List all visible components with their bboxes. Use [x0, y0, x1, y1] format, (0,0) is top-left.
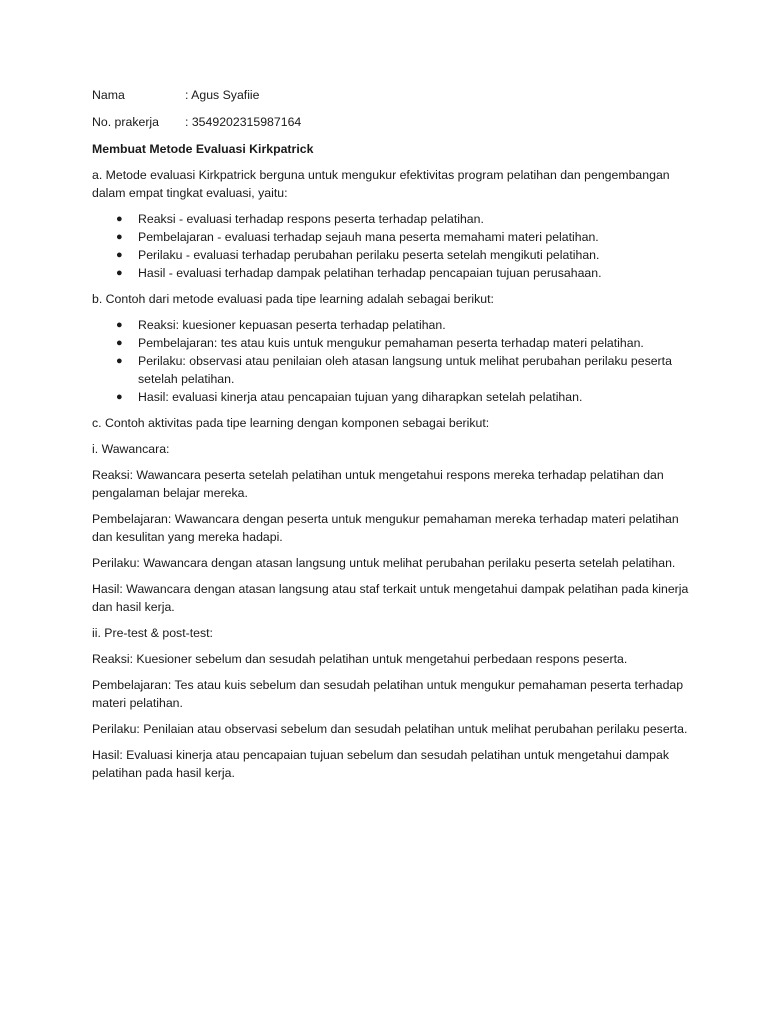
bullet-icon: ●	[116, 213, 123, 225]
wawancara-perilaku: Perilaku: Wawancara dengan atasan langsung untuk melihat perubahan perilaku peserta setelah pelatihan.	[92, 556, 676, 570]
bullet-icon: ●	[116, 319, 123, 331]
nama-label: Nama	[92, 88, 125, 102]
wawancara-heading: i. Wawancara:	[92, 442, 170, 456]
list-item-text: Pembelajaran: tes atau kuis untuk mengukur pemahaman peserta terhadap materi pelatihan.	[138, 336, 644, 350]
list-item-text: Reaksi: kuesioner kepuasan peserta terhadap pelatihan.	[138, 318, 446, 332]
pretest-hasil: Hasil: Evaluasi kinerja atau pencapaian tujuan sebelum dan sesudah pelatihan untuk mengetahui dampak pelatihan pada hasil kerja.	[92, 748, 669, 780]
wawancara-hasil: Hasil: Wawancara dengan atasan langsung atau staf terkait untuk mengetahui dampak pelatihan pada kinerja dan hasil kerja.	[92, 582, 689, 614]
section-b-list	[92, 316, 692, 406]
nama-value: : Agus Syafiie	[185, 88, 260, 102]
bullet-icon: ●	[116, 337, 123, 349]
document-title: Membuat Metode Evaluasi Kirkpatrick	[92, 142, 314, 156]
wawancara-pembelajaran: Pembelajaran: Wawancara dengan peserta untuk mengukur pemahaman mereka terhadap materi pelatihan dan kesulitan yang mereka hadapi.	[92, 512, 679, 544]
list-item	[92, 388, 692, 406]
bullet-icon: ●	[116, 355, 123, 367]
list-item	[92, 352, 692, 388]
list-item-text: Perilaku: observasi atau penilaian oleh atasan langsung untuk melihat perubahan perilaku peserta setelah pelatihan.	[138, 354, 672, 386]
section-b-intro: b. Contoh dari metode evaluasi pada tipe learning adalah sebagai berikut:	[92, 292, 494, 306]
bullet-icon: ●	[116, 231, 123, 243]
bullet-icon: ●	[116, 267, 123, 279]
info-row-prakerja	[92, 113, 692, 131]
section-a-list	[92, 210, 692, 282]
pretest-perilaku: Perilaku: Penilaian atau observasi sebelum dan sesudah pelatihan untuk melihat perubahan perilaku peserta.	[92, 722, 688, 736]
list-item	[92, 210, 692, 228]
list-item-text: Pembelajaran - evaluasi terhadap sejauh mana peserta memahami materi pelatihan.	[138, 230, 599, 244]
list-item	[92, 264, 692, 282]
section-c-intro: c. Contoh aktivitas pada tipe learning dengan komponen sebagai berikut:	[92, 416, 490, 430]
section-a-intro: a. Metode evaluasi Kirkpatrick berguna untuk mengukur efektivitas program pelatihan dan pengembangan dalam empat tingkat evaluasi, yaitu:	[92, 168, 670, 200]
document-page	[92, 86, 692, 790]
list-item-text: Hasil - evaluasi terhadap dampak pelatihan terhadap pencapaian tujuan perusahaan.	[138, 266, 602, 280]
list-item-text: Hasil: evaluasi kinerja atau pencapaian tujuan yang diharapkan setelah pelatihan.	[138, 390, 583, 404]
prakerja-value: : 3549202315987164	[185, 115, 302, 129]
wawancara-reaksi: Reaksi: Wawancara peserta setelah pelatihan untuk mengetahui respons mereka terhadap pelatihan dan pengalaman belajar mereka.	[92, 468, 664, 500]
list-item	[92, 334, 692, 352]
list-item	[92, 246, 692, 264]
list-item	[92, 228, 692, 246]
list-item	[92, 316, 692, 334]
prakerja-label: No. prakerja	[92, 115, 159, 129]
list-item-text: Perilaku - evaluasi terhadap perubahan perilaku peserta setelah mengikuti pelatihan.	[138, 248, 600, 262]
info-row-nama	[92, 86, 692, 104]
list-item-text: Reaksi - evaluasi terhadap respons peserta terhadap pelatihan.	[138, 212, 484, 226]
bullet-icon: ●	[116, 391, 123, 403]
pretest-heading: ii. Pre-test & post-test:	[92, 626, 213, 640]
pretest-pembelajaran: Pembelajaran: Tes atau kuis sebelum dan sesudah pelatihan untuk mengukur pemahaman peserta terhadap materi pelatihan.	[92, 678, 684, 710]
pretest-reaksi: Reaksi: Kuesioner sebelum dan sesudah pelatihan untuk mengetahui perbedaan respons peserta.	[92, 652, 628, 666]
bullet-icon: ●	[116, 249, 123, 261]
